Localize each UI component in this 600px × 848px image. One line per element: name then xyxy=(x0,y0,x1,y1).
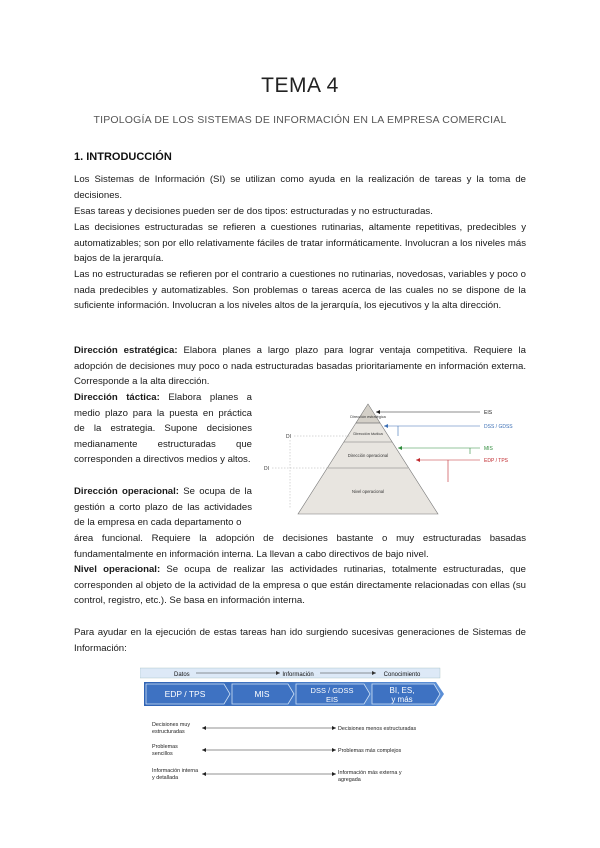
text-tactica: Elabora planes a medio plazo para la puesta en práctica de la estrategia. Supone decisiones medianamente estructuradas que corresponden a directivos medios y altos. xyxy=(74,392,253,466)
stage-2: MIS xyxy=(254,689,270,699)
system-label-1: EIS xyxy=(484,410,493,416)
header-label-2: Información xyxy=(282,672,314,678)
paragraph-operacional-a xyxy=(74,484,252,531)
pyramid-level-2: Dirección táctica xyxy=(353,431,383,436)
row-2-left-b: sencillos xyxy=(152,751,173,757)
section-heading: 1. INTRODUCCIÓN xyxy=(74,151,172,163)
row-2-left-a: Problemas xyxy=(152,744,178,750)
evolution-row-1 xyxy=(152,722,417,735)
pyramid-diagram xyxy=(258,398,528,522)
evolution-diagram xyxy=(140,664,450,794)
row-3-right-a: Información más externa y xyxy=(338,770,402,776)
document-title: TEMA 4 xyxy=(261,74,339,97)
system-label-4: EDP / TPS xyxy=(484,458,508,464)
row-3-left-a: Información interna xyxy=(152,768,199,774)
row-1-left-a: Decisiones muy xyxy=(152,722,191,728)
text-estrategica: Elabora planes a largo plazo para lograr ventaja competitiva. Requiere la adopción de decisiones muy poco o nada estructuradas basadas prioritariamente en información externa. Corresponde a la alta dirección. xyxy=(74,345,526,388)
system-mis xyxy=(398,446,494,454)
stage-3-line-1: DSS / GDSS xyxy=(310,686,354,695)
row-1-right: Decisiones menos estructuradas xyxy=(338,726,417,732)
row-2-right: Problemas más complejos xyxy=(338,748,402,754)
paragraph-tactica xyxy=(74,390,252,468)
row-3-left-b: y detallada xyxy=(152,775,179,781)
side-label-1: DI xyxy=(286,434,291,440)
stage-4-line-1: BI, ES, xyxy=(389,686,415,695)
paragraph-nivel xyxy=(74,562,526,609)
pyramid-tier-top xyxy=(356,404,380,423)
stage-1: EDP / TPS xyxy=(164,689,206,699)
system-dss xyxy=(384,424,513,436)
paragraph-operacional-b: área funcional. Requiere la adopción de decisiones bastante o muy estructuradas basadas fundamentalmente en información interna. La llevan a cabo directivos de bajo nivel. xyxy=(74,533,526,560)
side-label-2: DI xyxy=(264,466,269,472)
label-estrategica: Dirección estratégica: xyxy=(74,345,178,356)
row-1-left-b: estructuradas xyxy=(152,729,185,735)
pyramid-level-1: Dirección estratégica xyxy=(350,415,386,419)
paragraph-3: Las decisiones estructuradas se refieren a cuestiones rutinarias, altamente repetitivas, predecibles y automatizables; son por ello relativamente fáciles de tratar informáticamente. Involucran a los niveles más bajos de la jerarquía. xyxy=(74,222,526,265)
header-label-1: Datos xyxy=(174,672,190,678)
paragraph-2: Esas tareas y decisiones pueden ser de dos tipos: estructuradas y no estructuradas. xyxy=(74,206,433,217)
label-operacional: Dirección operacional: xyxy=(74,486,180,497)
paragraph-4: Las no estructuradas se refieren por el contrario a cuestiones no rutinarias, novedosas, variables y poco o nada predecibles y automatizables. Son problemas o tareas acerca de las cuales no se dispone de la suficiente información. Involucran a los niveles altos de la jerarquía, los ejecutivos y la alta dirección. xyxy=(74,269,526,312)
row-3-right-b: agregada xyxy=(338,777,361,783)
text-nivel: Se ocupa de realizar las actividades rutinarias, totalmente estructuradas, que corresponden al objeto de la actividad de la empresa o que están directamente relacionadas con ellas (su control, registro, etc.). Se basa en información interna. xyxy=(74,564,527,607)
evolution-row-2 xyxy=(152,744,402,757)
header-label-3: Conocimiento xyxy=(383,672,421,678)
system-label-2: DSS / GDSS xyxy=(484,424,513,430)
paragraph-1: Los Sistemas de Información (SI) se utilizan como ayuda en la realización de tareas y la toma de decisiones. xyxy=(74,174,526,201)
stage-3-line-2: EIS xyxy=(325,695,339,704)
paragraph-estrategica xyxy=(74,343,526,390)
system-label-3: MIS xyxy=(484,446,493,452)
stage-4-line-2: y más xyxy=(391,695,413,704)
pyramid-level-3: Dirección operacional xyxy=(347,453,389,458)
label-tactica: Dirección táctica: xyxy=(74,392,160,403)
system-eis xyxy=(376,410,493,416)
text-operacional-a: Se ocupa de la gestión a corto plazo de las actividades de la empresa en cada departamento o xyxy=(74,486,252,529)
document-subtitle: TIPOLOGÍA DE LOS SISTEMAS DE INFORMACIÓN EN LA EMPRESA COMERCIAL xyxy=(93,114,507,126)
evolution-row-3 xyxy=(152,768,402,783)
paragraph-final: Para ayudar en la ejecución de estas tareas han ido surgiendo sucesivas generaciones de Sistemas de Información: xyxy=(74,627,526,654)
system-edp xyxy=(416,458,509,482)
label-nivel: Nivel operacional: xyxy=(74,564,161,575)
pyramid-level-4: Nivel operacional xyxy=(351,489,385,494)
